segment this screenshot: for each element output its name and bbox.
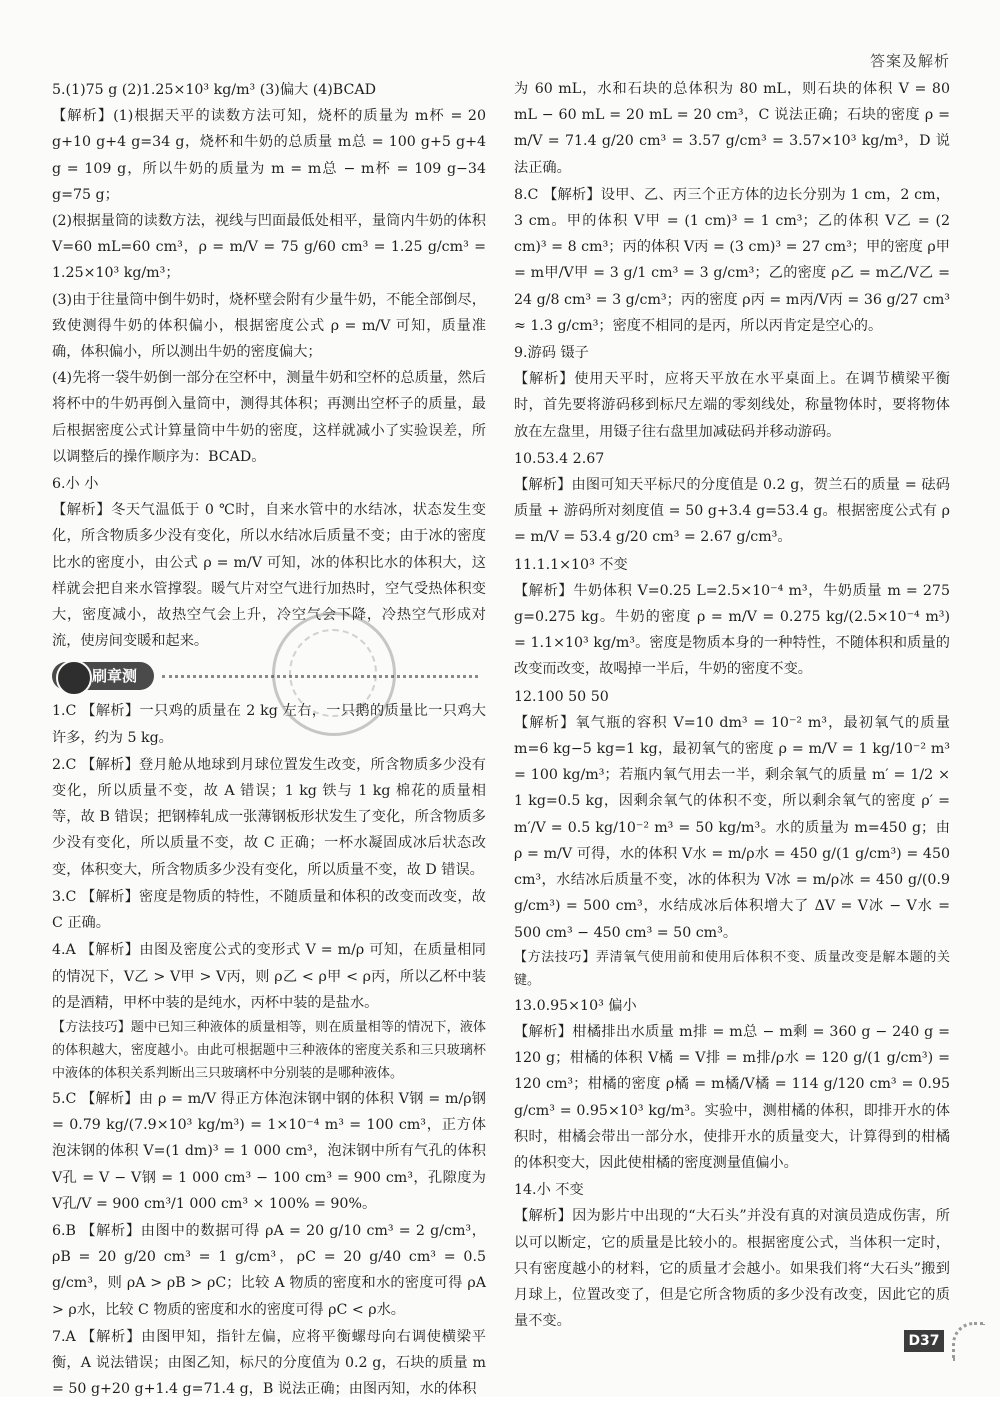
chapter-answer-13-head: 13.0.95×10³ 偏小 — [514, 997, 637, 1014]
watermark-stamp — [272, 612, 396, 736]
chapter-answer-2: 2.C 【解析】登月舱从地球到月球位置发生改变，所含物质多少没有变化，所以质量不变，故 A 错误；1 kg 铁与 1 kg 棉花的质量相等，故 B 错误；把钢棒轧成一张薄钢板形状发生了变化，所含物质多少没有变化，所以质量不变，故 C 正确；一杯水凝固成冰后状态改变，体积变大，所含物质多少没有变化，所以质量不变，故 D 错误。 — [52, 756, 486, 878]
answer-5a-part3: (3)由于往量筒中倒牛奶时，烧杯壁会附有少量牛奶，不能全部倒尽，致使测得牛奶的体积偏小，根据密度公式 ρ = m/V 可知，质量准确，体积偏小，所以测出牛奶的密度偏大； — [52, 291, 486, 361]
left-column — [52, 76, 486, 1402]
chapter-test-section-header — [52, 660, 486, 694]
chapter-answer-11-head: 11.1.1×10³ 不变 — [514, 556, 628, 573]
chapter-answer-12-tip: 【方法技巧】弄清氧气使用前和使用后体积不变、质量改变是解本题的关键。 — [514, 949, 950, 988]
chapter-answer-10: 【解析】由图可知天平标尺的分度值是 0.2 g，贺兰石的质量 = 砝码质量 + 游码所对刻度值 = 50 g+3.4 g=53.4 g。根据密度公式有 ρ = m/V = 53.4 g/20 cm³ = 2.67 g/cm³。 — [514, 477, 950, 546]
chapter-answer-7: 7.A 【解析】由图甲知，指针左偏，应将平衡螺母向右调使横梁平衡，A 说法错误；由图乙知，标尺的分度值为 0.2 g，石块的质量 m = 50 g+20 g+1.4 g=71.4 g，B 说法正确；由图丙知，水的体积 — [52, 1328, 486, 1398]
chapter-answer-6: 6.B 【解析】由图中的数据可得 ρA = 20 g/10 cm³ = 2 g/cm³，ρB = 20 g/20 cm³ = 1 g/cm³，ρC = 20 g/40 cm³ = 0.5 g/cm³，则 ρA > ρB > ρC；比较 A 物质的密度和水的密度可得 ρA > ρ水，比较 C 物质的密度和水的密度可得 ρC < ρ水。 — [52, 1222, 486, 1318]
chapter-answer-3: 3.C 【解析】密度是物质的特性，不随质量和体积的改变而改变，故 C 正确。 — [52, 888, 486, 932]
chapter-test-badge — [52, 662, 154, 690]
chapter-answer-12: 【解析】氧气瓶的容积 V=10 dm³ = 10⁻² m³，最初氧气的质量 m=6 kg−5 kg=1 kg，最初氧气的密度 ρ = m/V = 1 kg/10⁻² m³ = 100 kg/m³；若瓶内氧气用去一半，剩余氧气的质量 m′ = 1/2 × 1 kg=0.5 kg，因剩余氧气的体积不变，所以剩余氧气的密度 ρ′ = m′/V = 0.5 kg/10⁻² m³ = 50 kg/m³。水的质量为 m=450 g；由 ρ = m/V 可得，水的体积 V水 = m/ρ水 = 450 g/(1 g/cm³) = 450 cm³，水结冰后质量不变，冰的体积为 V冰 = m/ρ冰 = 450 g/(0.9 g/cm³) = 500 cm³，水结成冰后体积增大了 ΔV = V冰 − V水 = 500 cm³ − 450 cm³ = 50 cm³。 — [514, 714, 950, 941]
chapter-answer-4-tip: 【方法技巧】题中已知三种液体的质量相等，则在质量相等的情况下，液体的体积越大，密度越小。由此可根据题中三种液体的密度关系和三只玻璃杯中液体的体积关系判断出三只玻璃杯中分别装的是哪种液体。 — [52, 1019, 486, 1081]
watermark-stamp-inner — [289, 629, 377, 717]
chapter-answer-5: 5.C 【解析】由 ρ = m/V 得正方体泡沫钢中钢的体积 V钢 = m/ρ钢 = 0.79 kg/(7.9×10³ kg/m³) = 1×10⁻⁴ m³ = 100 cm³，正方体泡沫钢的体积 V=(1 dm)³ = 1 000 cm³，泡沫钢中所有气孔的体积 V孔 = V − V钢 = 1 000 cm³ − 100 cm³ = 900 cm³，孔隙度为 V孔/V = 900 cm³/1 000 cm³ × 100% = 90%。 — [52, 1090, 486, 1212]
answer-5a-part1: 【解析】(1)根据天平的读数方法可知，烧杯的质量为 m杯 = 20 g+10 g+4 g=34 g，烧杯和牛奶的总质量 m总 = 100 g+5 g+4 g = 109 g，所以牛奶的质量为 m = m总 − m杯 = 109 g−34 g=75 g； — [52, 108, 486, 203]
chapter-answer-4: 4.A 【解析】由图及密度公式的变形式 V = m/ρ 可知，在质量相同的情况下，V乙 > V甲 > V丙，则 ρ乙 < ρ甲 < ρ丙，所以乙杯中装的是酒精，甲杯中装的是纯水，丙杯中装的是盐水。 — [52, 942, 486, 1011]
page-header-title: 答案及解析 — [869, 52, 950, 70]
right-column — [514, 76, 950, 1334]
chapter-answer-13: 【解析】柑橘排出水质量 m排 = m总 − m剩 = 360 g − 240 g = 120 g；柑橘的体积 V橘 = V排 = m排/ρ水 = 120 g/(1 g/cm³) = 120 cm³；柑橘的密度 ρ橘 = m橘/V橘 = 114 g/120 cm³ = 0.95 g/cm³ = 0.95×10³ kg/m³。实验中，测柑橘的体积，即排开水的体积时，柑橘会带出一部分水，使排开水的质量变大，计算得到的柑橘的体积变大，因此使柑橘的密度测量值偏小。 — [514, 1023, 950, 1171]
answer-6-head: 6.小 小 — [52, 476, 99, 493]
chapter-answer-8: 8.C 【解析】设甲、乙、丙三个正方体的边长分别为 1 cm，2 cm，3 cm。甲的体积 V甲 = (1 cm)³ = 1 cm³；乙的体积 V乙 = (2 cm)³ = 8 cm³；丙的体积 V丙 = (3 cm)³ = 27 cm³；甲的密度 ρ甲 = m甲/V甲 = 3 g/1 cm³ = 3 g/cm³；乙的密度 ρ乙 = m乙/V乙 = 24 g/8 cm³ = 3 g/cm³；丙的密度 ρ丙 = m丙/V丙 = 36 g/27 cm³ ≈ 1.3 g/cm³；密度不相同的是丙，所以丙肯定是空心的。 — [514, 186, 950, 334]
book-icon — [56, 660, 92, 696]
answer-6-explanation: 【解析】冬天气温低于 0 ℃时，自来水管中的水结冰，状态发生变化，所含物质多少没有变化，所以水结冰后质量不变；由于冰的密度比水的密度小，由公式 ρ = m/V 可知，冰的体积比水的体积大，这样就会把自来水管撑裂。暖气片对空气进行加热时，空气受热体积变大，密度减小，故热空气会上升，冷空气会下降，冷热空气形成对流，使房间变暖和起来。 — [52, 502, 486, 650]
chapter-answer-11: 【解析】牛奶体积 V=0.25 L=2.5×10⁻⁴ m³，牛奶质量 m = 275 g=0.275 kg。牛奶的密度 ρ = m/V = 0.275 kg/(2.5×10⁻⁴ m³) = 1.1×10³ kg/m³。密度是物质本身的一种特性，不随体积和质量的改变而改变，故喝掉一半后，牛奶的密度不变。 — [514, 582, 950, 678]
corner-decoration — [952, 1322, 985, 1361]
chapter-answer-9: 【解析】使用天平时，应将天平放在水平桌面上。在调节横梁平衡时，首先要将游码移到标尺左端的零刻线处，称量物体时，要将物体放在左盘里，用镊子往右盘里加减砝码并移动游码。 — [514, 371, 950, 440]
chapter-answer-14-head: 14.小 不变 — [514, 1182, 584, 1199]
chapter-answer-7-continued: 为 60 mL，水和石块的总体积为 80 mL，则石块的体积 V = 80 mL − 60 mL = 20 mL = 20 cm³，C 说法正确；石块的密度 ρ = m/V = 71.4 g/20 cm³ = 3.57 g/cm³ = 3.57×10³ kg/m³，D 说法正确。 — [514, 81, 950, 176]
page-number: D37 — [904, 1330, 944, 1352]
answer-5a-part2: (2)根据量筒的读数方法，视线与凹面最低处相平，量筒内牛奶的体积 V=60 mL=60 cm³，ρ = m/V = 75 g/60 cm³ = 1.25 g/cm³ = 1.25×10³ kg/m³； — [52, 213, 486, 282]
chapter-answer-9-head: 9.游码 镊子 — [514, 345, 589, 362]
chapter-answer-12-head: 12.100 50 50 — [514, 688, 609, 705]
chapter-answer-1: 1.C 【解析】一只鸡的质量在 2 kg 左右，一只鹅的质量比一只鸡大许多，约为 5 kg。 — [52, 703, 486, 746]
chapter-test-title: 刷章测 — [92, 667, 138, 686]
chapter-answer-14: 【解析】因为影片中出现的“大石头”并没有真的对演员造成伤害，所以可以断定，它的质量是比较小的。根据密度公式，当体积一定时，只有密度越小的材料，它的质量才会越小。如果我们将“大石头”搬到月球上，位置改变了，但是它所含物质的多少没有改变，因此它的质量不变。 — [514, 1208, 950, 1330]
answer-5a-head: 5.(1)75 g (2)1.25×10³ kg/m³ (3)偏大 (4)BCAD — [52, 82, 376, 98]
chapter-answer-10-head: 10.53.4 2.67 — [514, 450, 605, 467]
answer-5a-part4: (4)先将一袋牛奶倒一部分在空杯中，测量牛奶和空杯的总质量，然后将杯中的牛奶再倒入量筒中，测得其体积；再测出空杯子的质量，最后根据密度公式计算量筒中牛奶的密度，这样就减小了实验误差，所以调整后的操作顺序为：BCAD。 — [52, 370, 486, 465]
